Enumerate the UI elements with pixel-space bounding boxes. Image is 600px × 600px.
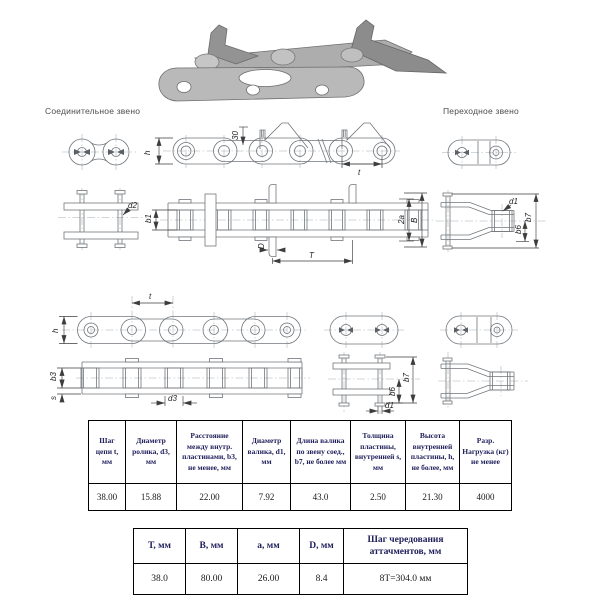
dim-d2-label: d2 (128, 201, 137, 210)
drawing-chain-side-view (49, 359, 310, 407)
spec-header-cell: Толщина пластины, внутренней s, мм (351, 421, 406, 484)
dim-b7-label: b7 (402, 373, 411, 382)
drawing-chain-top-view (51, 292, 308, 348)
spec-value-cell: 22.00 (177, 484, 243, 511)
drawing-transition-link-top-view (442, 136, 516, 169)
dim-h-label: h (51, 328, 60, 333)
dim-d1-label: d1 (385, 401, 394, 410)
spec-header-cell: Шаг цепи t, мм (89, 421, 126, 484)
attachment-header-cell: В, мм (186, 529, 238, 564)
dim-T-label: T (309, 251, 314, 260)
attachment-header-row (134, 529, 468, 564)
dim-b6-label: b6 (388, 387, 397, 396)
spec-header-cell: Расстояние между внутр. пластинами, b3, не менее, мм (177, 421, 243, 484)
attachment-value-cell: 8Т=304.0 мм (344, 564, 468, 595)
spec-value-cell: 21.30 (406, 484, 460, 511)
attachment-table (133, 528, 468, 595)
dim-D-label: D (257, 243, 266, 249)
drawing-connecting-link-side-view-2 (328, 352, 420, 414)
attachment-chain-photo (159, 20, 446, 101)
connecting-link-label: Соединительное звено (45, 106, 141, 116)
dim-d1-label: d1 (509, 197, 518, 206)
dim-t-label: t (149, 292, 152, 301)
drawing-transition-link-side-view (436, 190, 548, 252)
attachment-value-cell: 38.0 (134, 564, 186, 595)
spec-header-cell: Диаметр валика, d1, мм (243, 421, 291, 484)
spec-header-cell: Разр. Нагрузка (кг) не менее (460, 421, 512, 484)
attachment-header-cell: Шаг чередования аттачментов, мм (344, 529, 468, 564)
spec-value-cell: 4000 (460, 484, 512, 511)
attachment-value-cell: 80.00 (186, 564, 238, 595)
spec-header-row (89, 421, 512, 484)
spec-header-cell: Диаметр ролика, d3, мм (126, 421, 177, 484)
dim-b3-label: b3 (49, 372, 58, 381)
spec-value-cell: 2.50 (351, 484, 406, 511)
dim-b1-label: b1 (144, 214, 153, 223)
attachment-header-cell: D, мм (300, 529, 344, 564)
spec-value-cell: 15.88 (126, 484, 177, 511)
spec-header-cell: Высота внутренней пластины, h, не более, мм (406, 421, 460, 484)
transition-link-label: Переходное звено (443, 106, 519, 116)
attachment-value-cell: 26.00 (238, 564, 300, 595)
dim-d3-label: d3 (168, 394, 177, 403)
attachment-header-cell: Т, мм (134, 529, 186, 564)
dim-b7-label: b7 (524, 213, 533, 222)
dim-B-label: B (410, 217, 419, 223)
spec-table (88, 420, 512, 511)
dim-h-label: h (143, 150, 152, 155)
dim-t-label: t (358, 168, 361, 177)
spec-value-cell: 38.00 (89, 484, 126, 511)
drawing-connecting-link-side-view (58, 188, 146, 250)
dim-s-label: s (49, 396, 58, 400)
spec-value-cell: 43.0 (291, 484, 351, 511)
dim-b6-label: b6 (514, 225, 523, 234)
drawing-connecting-plate-top-view (324, 312, 404, 348)
drawing-connecting-link-top-view (62, 134, 136, 170)
spec-value-row (89, 484, 512, 511)
drawing-attachment-chain-side-view (144, 185, 436, 265)
attachment-value-row (134, 564, 468, 595)
drawing-transition-link-side-view-2 (438, 352, 528, 410)
dim-2a-label: 2a (397, 215, 406, 224)
dim-30-label: 30 (231, 131, 240, 140)
drawing-attachment-chain-top-view (143, 123, 400, 177)
spec-header-cell: Длина валика по звену соед., b7, не более мм (291, 421, 351, 484)
drawing-transition-plate-top-view (440, 312, 518, 348)
attachment-value-cell: 8.4 (300, 564, 344, 595)
attachment-header-cell: а, мм (238, 529, 300, 564)
spec-value-cell: 7.92 (243, 484, 291, 511)
